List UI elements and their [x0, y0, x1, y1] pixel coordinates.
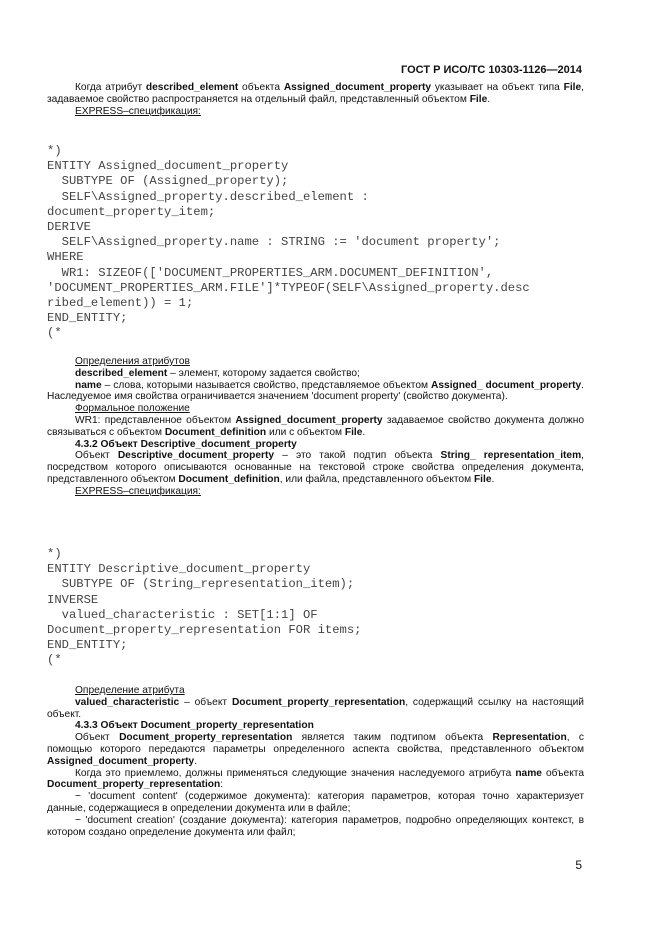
express-code-descriptive-document-property: *) ENTITY Descriptive_document_property SUBTYPE OF (String_representation_item); INVERSE valued_characteristic : SET[1:1] OF Document_property_representation FOR items; END_ENTITY; (*: [47, 547, 362, 668]
descriptive-and-representation-section: [47, 685, 584, 838]
attribute-described-element: described_element – элемент, которому задается свойство;: [75, 367, 360, 379]
document-property-representation-text: Объект Document_property_representation является таким подтипом объекта Representation, с помощью которого передаются параметры определенного аспекта свойства, представленного объектом Assigned_document_property.: [47, 732, 584, 767]
attribute-definition-heading: Определение атрибута: [75, 685, 185, 696]
express-spec-label: EXPRESS–спецификация:: [75, 105, 201, 117]
attributes-heading: Определения атрибутов: [75, 356, 190, 367]
formal-proposition-heading: Формальное положение: [75, 403, 190, 415]
rule-wr1: WR1: представленное объектом Assigned_document_property задаваемое свойство документа должно связываться с объектом Document_definition или с объектом File.: [47, 414, 584, 438]
section-heading-4-3-2: 4.3.2 Объект Descriptive_document_property: [75, 438, 297, 450]
list-item: − 'document content' (содержимое документа): категория параметров, которая точно характеризует данные, содержащиеся в определении документа или в файле;: [47, 791, 584, 814]
list-item: − 'document creation' (создание документа): категория параметров, подробно определяющих контекст, в котором создано определение документа или файл;: [47, 814, 584, 838]
express-spec-label-2: EXPRESS–спецификация:: [75, 485, 201, 497]
attribute-name: name – слова, которыми называется свойство, представляемое объектом Assigned_ document_property. Наследуемое имя свойства ограничивается значением 'document property' (свойство документа).: [47, 379, 584, 403]
section-heading-4-3-3: 4.3.3 Объект Document_property_representation: [75, 720, 314, 732]
attribute-valued-characteristic: valued_characteristic – объект Document_property_representation, содержащий ссылку на настоящий объект.: [47, 696, 584, 720]
descriptive-document-property-text: Объект Descriptive_document_property – это такой подтип объекта String_ representation_item, посредством которого описываются основанные на текстовой строке свойства определения документа, представленного объектом Document_definition, или файла, представленного объектом File.: [47, 450, 584, 485]
assigned-document-property-attributes: [47, 356, 584, 498]
assigned-document-property-intro: [47, 82, 584, 117]
intro-paragraph: Когда атрибут described_element объекта Assigned_document_property указывает на объект типа File, задаваемое свойство распространяется на отдельный файл, представленный объектом File.: [47, 82, 584, 105]
standard-header: ГОСТ Р ИСО/ТС 10303-1126—2014: [401, 64, 582, 76]
express-code-assigned-document-property: *) ENTITY Assigned_document_property SUBTYPE OF (Assigned_property); SELF\Assigned_property.described_element : document_property_item; DERIVE SELF\Assigned_property.name : STRING := 'document property'; WHERE WR1: SIZEOF(['DOCUMENT_PROPERTIES_ARM.DOCUMENT_DEFINITION', 'DOCUMENT_PROPERTIES_ARM.FILE']*TYPEOF(SELF\Assigned_property.desc ribed_element)) = 1; END_ENTITY; (*: [47, 144, 530, 341]
name-values-intro: Когда это приемлемо, должны применяться следующие значения наследуемого атрибута name объекта Document_property_representation:: [47, 767, 584, 791]
page-number: 5: [575, 858, 582, 872]
